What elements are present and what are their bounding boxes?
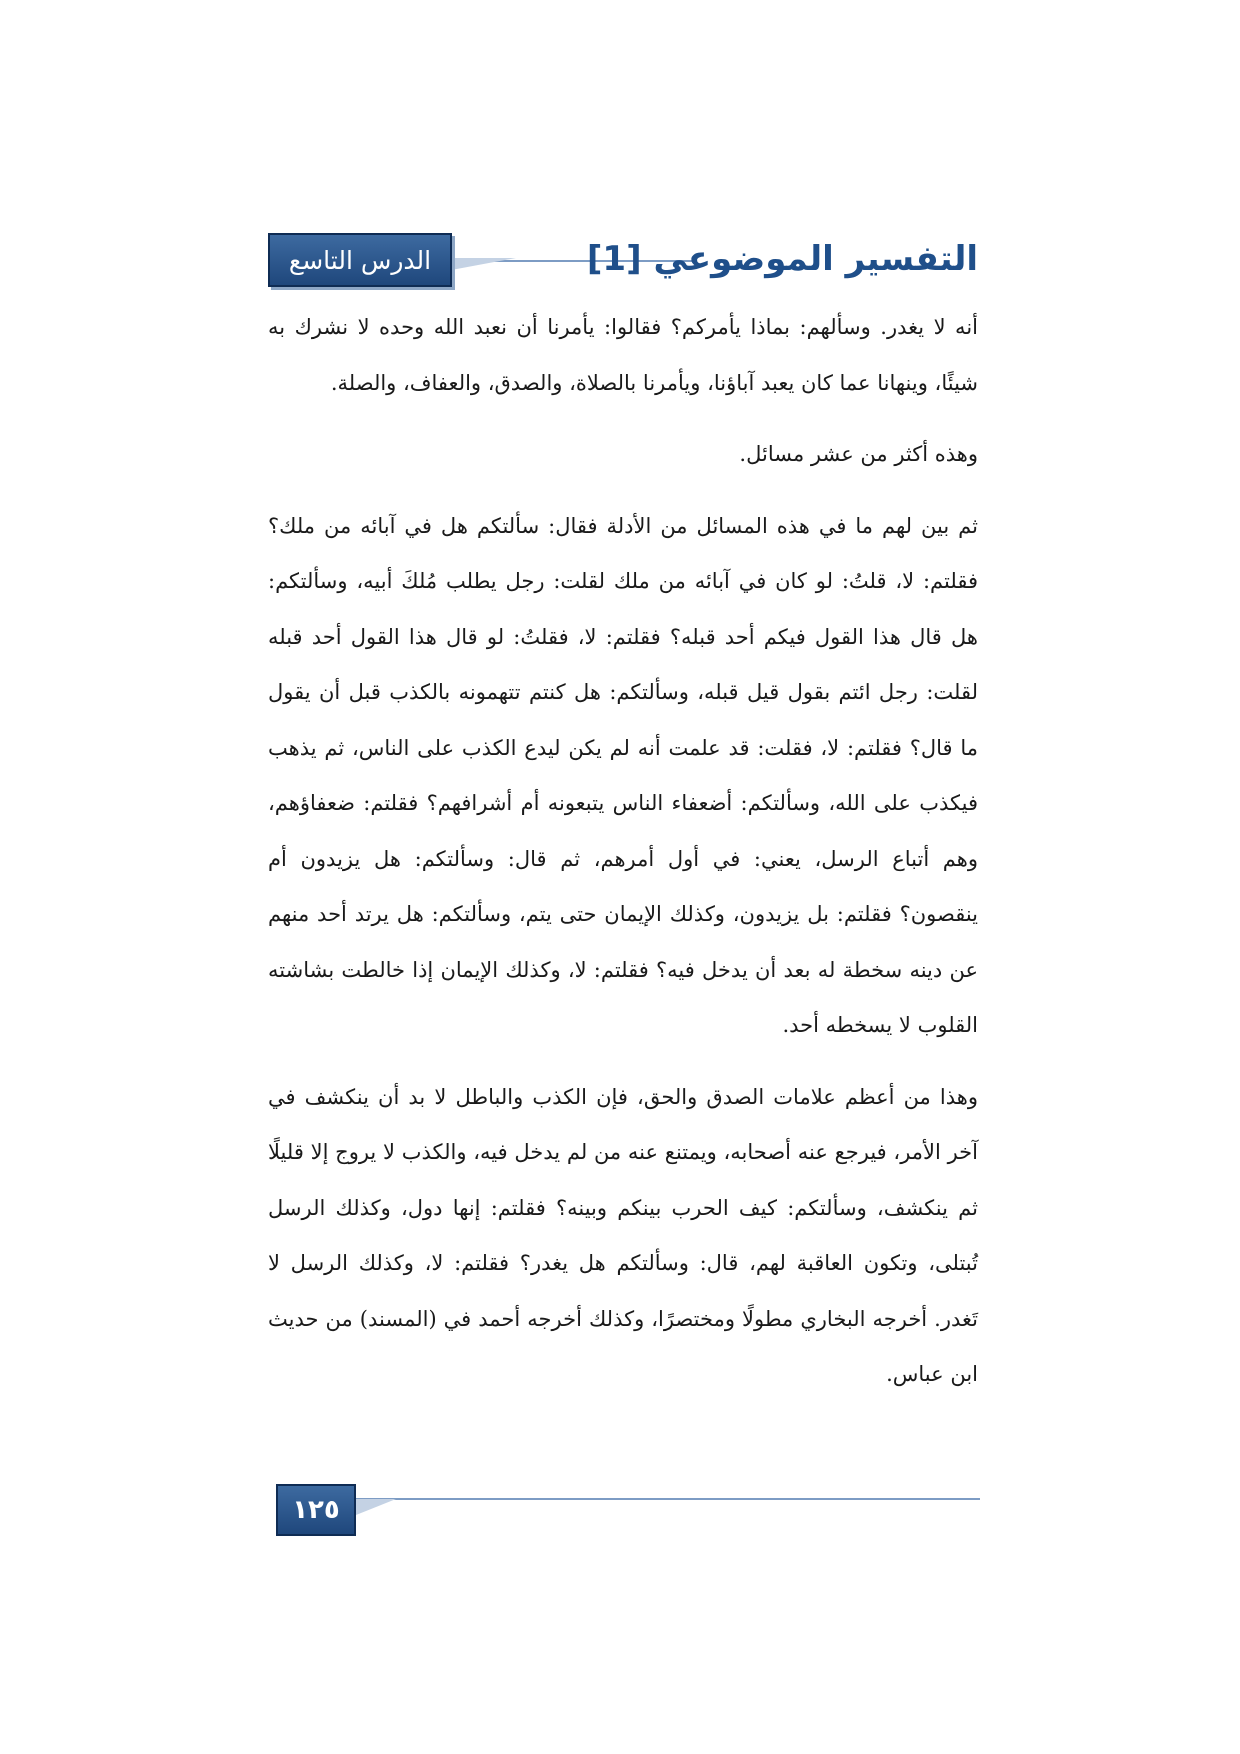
page-header	[268, 230, 978, 288]
page-footer	[276, 1484, 980, 1544]
paragraph: أنه لا يغدر. وسألهم: بماذا يأمركم؟ فقالوا: يأمرنا أن نعبد الله وحده لا نشرك به شيئًا، وينهانا عما كان يعبد آباؤنا، ويأمرنا بالصلاة، والصدق، والعفاف، والصلة.	[268, 315, 978, 395]
footer-rule	[356, 1498, 980, 1500]
lesson-label-box	[268, 233, 452, 287]
page-number-box	[276, 1484, 356, 1536]
page-number: ١٢٥	[292, 1495, 340, 1525]
paragraph: وهذا من أعظم علامات الصدق والحق، فإن الكذب والباطل لا بد أن ينكشف في آخر الأمر، فيرجع عنه أصحابه، ويمتنع عنه من لم يدخل فيه، والكذب لا يروج إلا قليلًا ثم ينكشف، وسألتكم: كيف الحرب بينكم وبينه؟ فقلتم: إنها دول، وكذلك الرسل تُبتلى، وتكون العاقبة لهم، قال: وسألتكم هل يغدر؟ فقلتم: لا، وكذلك الرسل لا تَغدر. أخرجه البخاري مطولًا ومختصرًا، وكذلك أخرجه أحمد في (المسند) من حديث ابن عباس.	[268, 1084, 978, 1386]
book-title: التفسير الموضوعي [1]	[586, 239, 978, 279]
paragraph: ثم بين لهم ما في هذه المسائل من الأدلة فقال: سألتكم هل في آبائه من ملك؟ فقلتم: لا، قلتُ: لو كان في آبائه من ملك لقلت: رجل يطلب مُلكَ أبيه، وسألتكم: هل قال هذا القول فيكم أحد قبله؟ فقلتم: لا، فقلتُ: لو قال هذا القول أحد قبله لقلت: رجل ائتم بقول قيل قبله، وسألتكم: هل كنتم تتهمونه بالكذب قبل أن يقول ما قال؟ فقلتم: لا، فقلت: قد علمت أنه لم يكن ليدع الكذب على الناس، ثم يذهب فيكذب على الله، وسألتكم: أضعفاء الناس يتبعونه أم أشرافهم؟ فقلتم: ضعفاؤهم، وهم أتباع الرسل، يعني: في أول أمرهم، ثم قال: وسألتكم: هل يزيدون أم ينقصون؟ فقلتم: بل يزيدون، وكذلك الإيمان حتى يتم، وسألتكم: هل يرتد أحد منهم عن دينه سخطة له بعد أن يدخل فيه؟ فقلتم: لا، وكذلك الإيمان إذا خالطت بشاشته القلوب لا يسخطه أحد.	[268, 513, 978, 1037]
lesson-label: الدرس التاسع	[288, 245, 432, 275]
paragraph: وهذه أكثر من عشر مسائل.	[739, 442, 978, 466]
body-text	[268, 300, 978, 1419]
footer-rule-shadow	[356, 1499, 396, 1515]
header-rule-shadow	[446, 258, 516, 271]
